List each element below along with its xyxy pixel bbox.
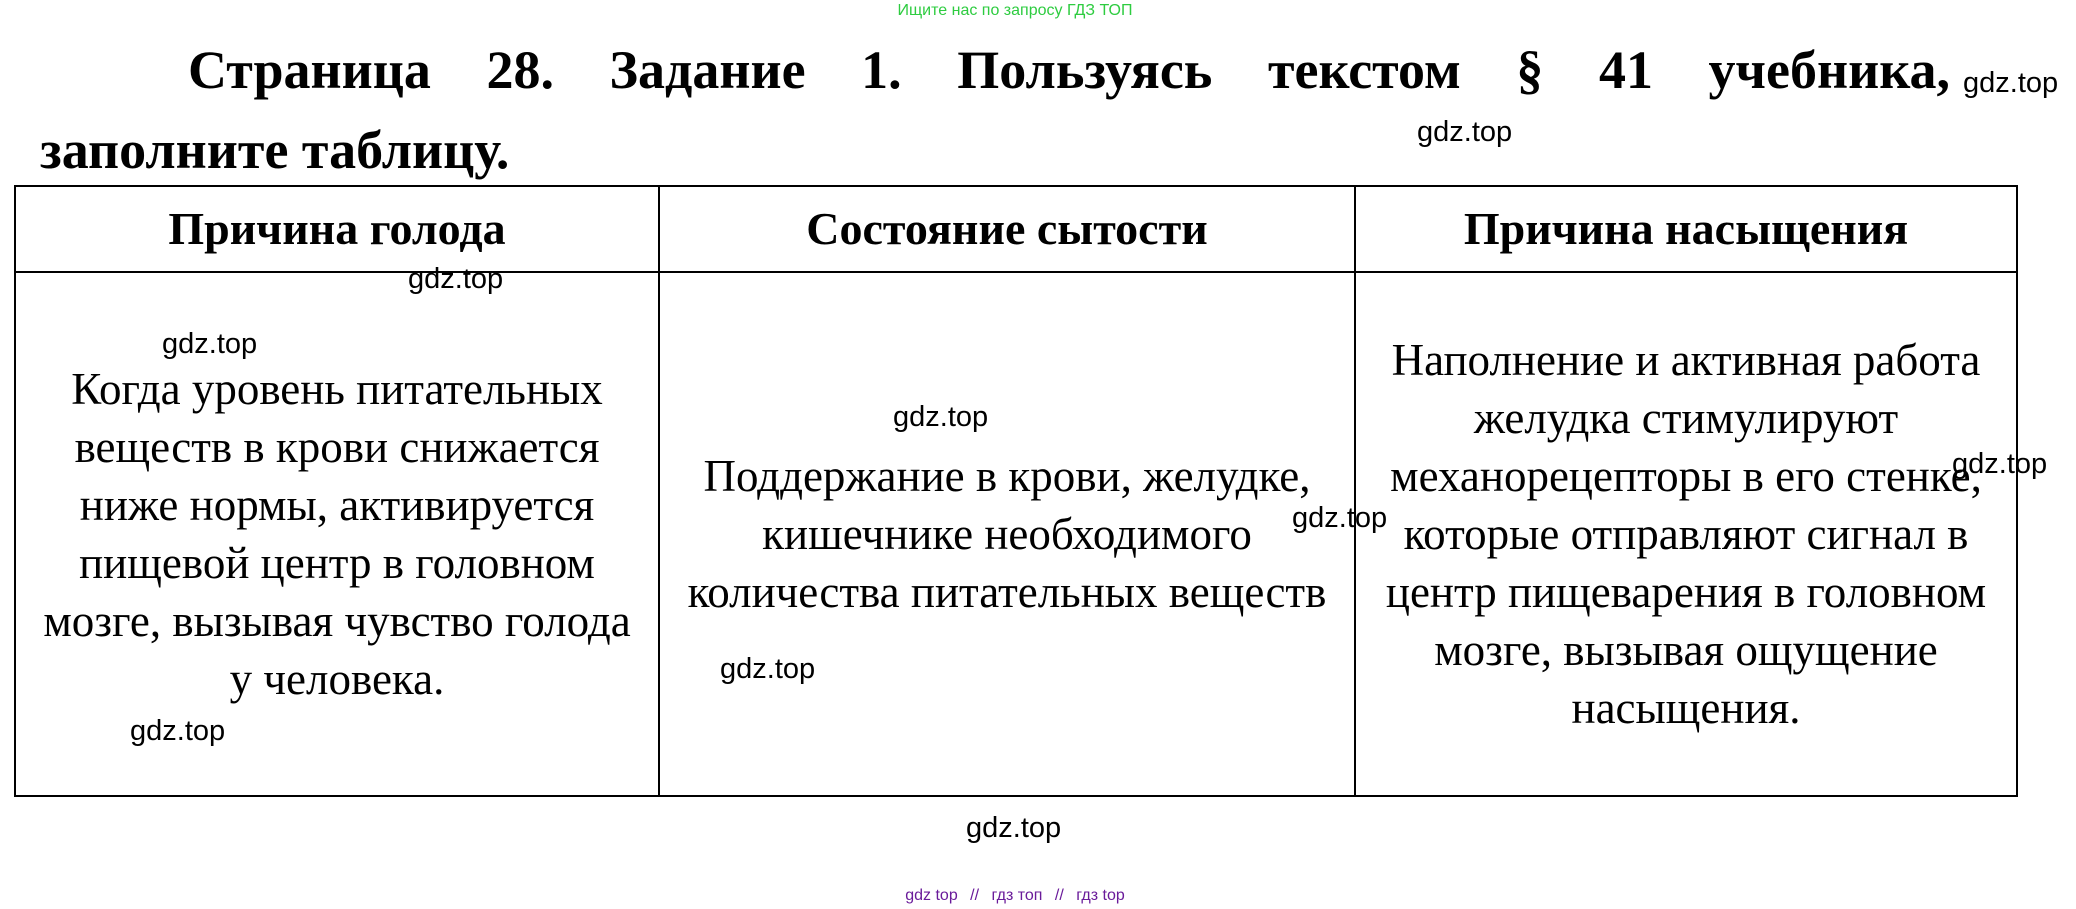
answer-table (14, 185, 2018, 797)
watermark: gdz.top (162, 328, 258, 360)
footer-links (0, 885, 2030, 907)
watermark: gdz.top (720, 653, 816, 685)
table-row (15, 272, 2017, 796)
footer-separator: // (1054, 887, 1064, 904)
cell-hunger-cause: Когда уровень питательных веществ в крови снижается ниже нормы, активируется пищевой центр в головном мозге, вызывая чувство голода у человека. (15, 272, 659, 796)
watermark: gdz.top (893, 401, 989, 433)
header-hunger-cause: Причина голода (15, 186, 659, 272)
footer-link[interactable]: gdz top (905, 887, 958, 904)
task-heading-line-2: заполните таблицу. (40, 120, 510, 180)
watermark: gdz.top (1292, 502, 1388, 534)
watermark: gdz.top (408, 263, 504, 295)
cell-satiety-state: Поддержание в крови, желудке, кишечнике необходимого количества питательных веществ (659, 272, 1355, 796)
header-satiation-cause: Причина насыщения (1355, 186, 2017, 272)
footer-link[interactable]: гдз топ (991, 887, 1043, 904)
task-heading (40, 30, 2000, 190)
search-hint-banner: Ищите нас по запросу ГДЗ ТОП (897, 2, 1133, 19)
watermark: gdz.top (1417, 116, 1513, 148)
footer-link[interactable]: гдз top (1076, 887, 1125, 904)
task-heading-line-1: Страница 28. Задание 1. Пользуясь текстом § 41 учебника, (188, 40, 1950, 100)
cell-satiation-cause: Наполнение и активная работа желудка стимулируют механорецепторы в его стенке, которые отправляют сигнал в центр пищеварения в головном мозге, вызывая ощущение насыщения. (1355, 272, 2017, 796)
watermark: gdz.top (130, 715, 226, 747)
table-header-row (15, 186, 2017, 272)
watermark: gdz.top (966, 812, 1062, 844)
watermark: gdz.top (1963, 67, 2059, 99)
footer-separator: // (970, 887, 980, 904)
watermark: gdz.top (1952, 448, 2048, 480)
header-satiety-state: Состояние сытости (659, 186, 1355, 272)
